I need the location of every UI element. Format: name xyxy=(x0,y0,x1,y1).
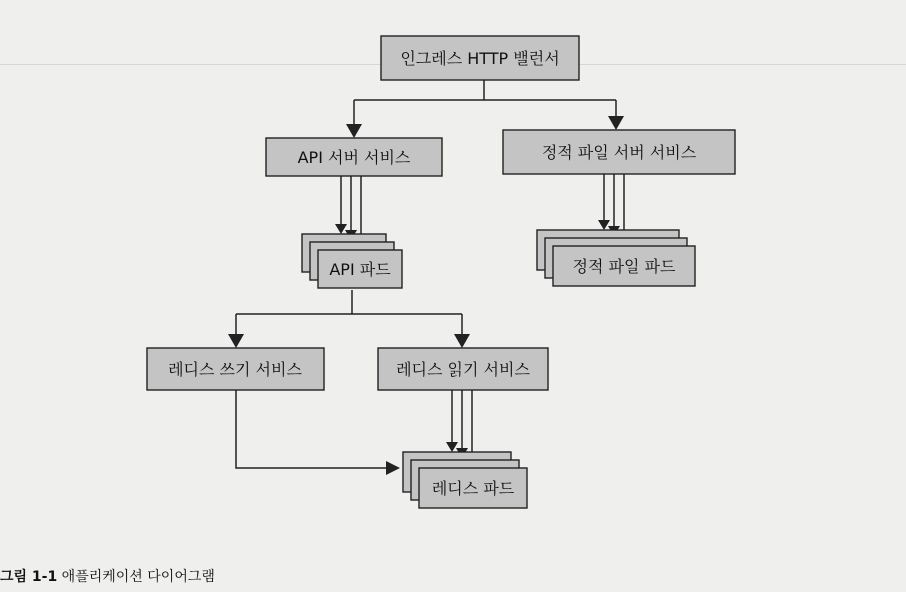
node-api-pod-label: API 파드 xyxy=(329,260,391,279)
node-redis-read-label: 레디스 읽기 서비스 xyxy=(396,360,530,379)
arrowhead-redis-write-pod xyxy=(386,461,400,475)
arrowhead-redis-pod-1 xyxy=(446,442,458,452)
node-static-pod-label: 정적 파일 파드 xyxy=(572,257,676,276)
node-redis-pod-stack xyxy=(403,452,527,508)
arrowhead-api-pod-1 xyxy=(335,224,347,234)
arrowhead-api-service xyxy=(346,124,362,138)
node-api-pod-stack xyxy=(302,234,402,288)
node-static-pod-stack xyxy=(537,230,695,286)
node-ingress-label: 인그레스 HTTP 밸런서 xyxy=(400,49,560,68)
node-redis-pod-label: 레디스 파드 xyxy=(431,479,515,498)
arrowhead-redis-write xyxy=(228,334,244,348)
node-static-service xyxy=(503,130,735,174)
figure-caption-label: 그림 1-1 xyxy=(0,569,58,585)
node-api-service xyxy=(266,138,442,176)
node-ingress xyxy=(381,36,579,80)
arrowhead-static-service xyxy=(608,116,624,130)
edge-redis-write-down xyxy=(236,390,388,468)
node-static-service-label: 정적 파일 서버 서비스 xyxy=(541,143,697,162)
figure-caption xyxy=(0,566,215,586)
node-api-service-label: API 서버 서비스 xyxy=(297,148,411,167)
arrowhead-redis-read xyxy=(454,334,470,348)
node-redis-write-label: 레디스 쓰기 서비스 xyxy=(168,360,302,379)
figure-caption-text: 애플리케이션 다이어그램 xyxy=(61,569,215,585)
node-redis-read xyxy=(378,348,548,390)
node-redis-write xyxy=(147,348,324,390)
arrowhead-static-pod-1 xyxy=(598,220,610,230)
